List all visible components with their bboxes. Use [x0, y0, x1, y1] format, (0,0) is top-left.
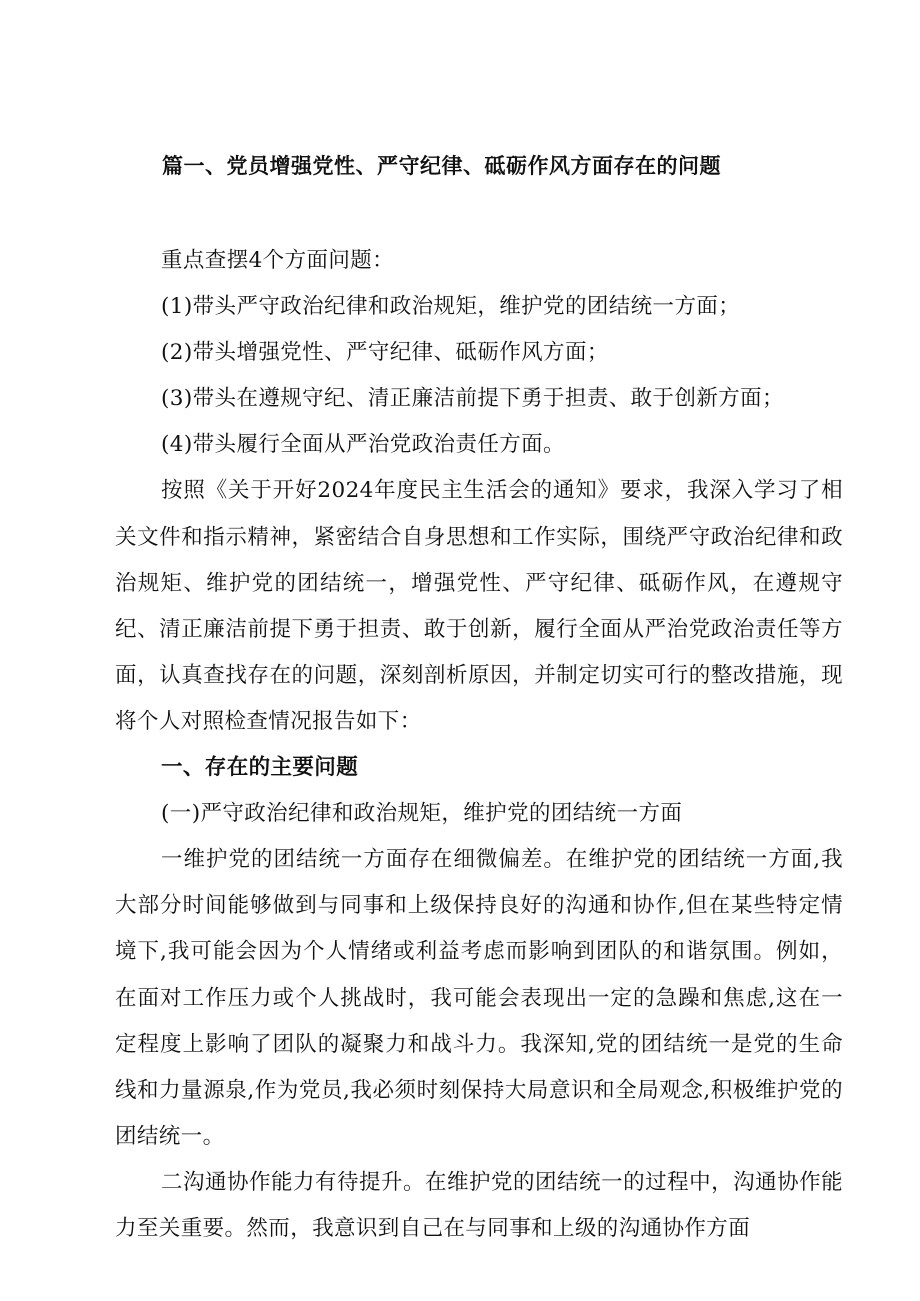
- document-title: 篇一、党员增强党性、严守纪律、砥砺作风方面存在的问题: [162, 153, 721, 178]
- paragraph-unity: 一维护党的团结统一方面存在细微偏差。在维护党的团结统一方面,我大部分时间能够做到与同事和上级保持良好的沟通和协作,但在某些特定情境下,我可能会因为个人情绪或利益考虑而影响到团队的和谐氛围。例如，在面对工作压力或个人挑战时，我可能会表现出一定的急躁和焦虑,这在一定程度上影响了团队的凝聚力和战斗力。我深知,党的团结统一是党的生命线和力量源泉,作为党员,我必须时刻保持大局意识和全局观念,积极维护党的团结统一。: [115, 847, 843, 1149]
- intro-lead: 重点查摆4个方面问题：: [161, 248, 395, 273]
- intro-item-2: (2)带头增强党性、严守纪律、砥砺作风方面；: [161, 340, 609, 366]
- paragraph-communication: 二沟通协作能力有待提升。在维护党的团结统一的过程中，沟通协作能力至关重要。然而，我意识到自己在与同事和上级的沟通协作方面: [115, 1169, 843, 1241]
- intro-item-3: (3)带头在遵规守纪、清正廉洁前提下勇于担责、敢于创新方面；: [161, 386, 784, 412]
- paragraph-notice: 按照《关于开好2024年度民主生活会的通知》要求，我深入学习了相关文件和指示精神，紧密结合自身思想和工作实际，围绕严守政治纪律和政治规矩、维护党的团结统一，增强党性、严守纪律、砥砺作风，在遵规守纪、清正廉洁前提下勇于担责、敢于创新，履行全面从严治党政治责任等方面，认真查找存在的问题，深刻剖析原因，并制定切实可行的整改措施，现将个人对照检查情况报告如下：: [115, 478, 843, 734]
- document-body: [115, 238, 843, 1252]
- subsection-heading: (一)严守政治纪律和政治规矩，维护党的团结统一方面: [161, 801, 683, 827]
- intro-item-4: (4)带头履行全面从严治党政治责任方面。: [161, 432, 565, 458]
- intro-item-1: (1)带头严守政治纪律和政治规矩，维护党的团结统一方面；: [161, 294, 741, 320]
- section-heading: 一、存在的主要问题: [161, 755, 359, 781]
